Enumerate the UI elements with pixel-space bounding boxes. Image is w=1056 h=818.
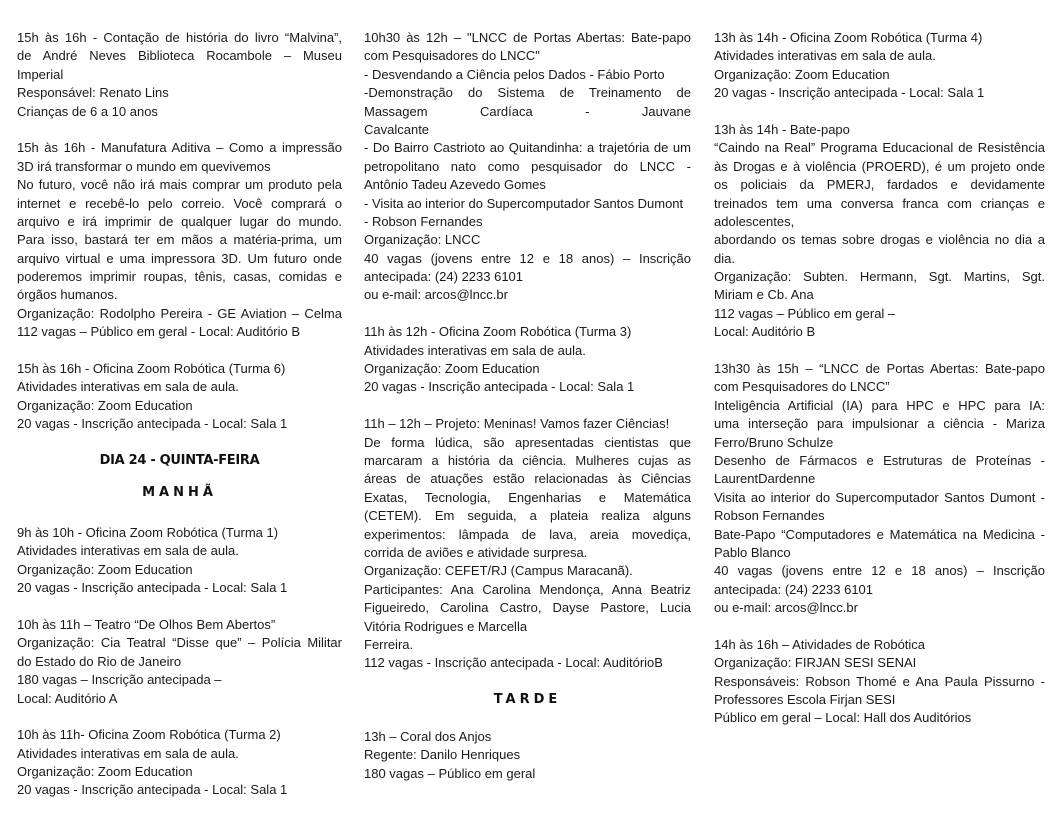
event-line: dia. <box>714 250 735 266</box>
column-1 <box>17 29 342 818</box>
event-line: - Visita ao interior do Supercomputador Santos Dumont <box>364 195 684 211</box>
event-line: 15h às 16h - Contação de história do livro “Malvina”, <box>17 30 342 45</box>
event-line: Organização: LNCC <box>364 232 481 248</box>
event-line: corrida de aviões e atividade surpresa. <box>364 544 588 560</box>
event-line: áreas de atuações estão relacionadas às Ciências <box>364 471 691 487</box>
event-entry <box>714 121 1045 342</box>
event-line: 40 vagas (jovens entre 12 e 18 anos) – Inscrição <box>714 563 1045 579</box>
event-line: abordando os temas sobre drogas e violência no dia a <box>714 232 1045 248</box>
event-line: 112 vagas – Público em geral - Local: Auditório B <box>17 324 301 340</box>
event-line: Bate-Papo “Computadores e Matemática na Medicina - <box>714 526 1045 542</box>
event-entry <box>714 636 1045 728</box>
event-entry <box>17 616 342 708</box>
event-entry <box>17 360 342 434</box>
event-line: Atividades interativas em sala de aula. <box>17 745 239 761</box>
event-entry <box>17 139 342 341</box>
event-line: às Drogas e à violência (PROERD), é um projeto onde <box>714 158 1045 174</box>
event-line: Responsável: Renato Lins <box>17 85 169 101</box>
event-entry <box>364 323 691 397</box>
event-line: 10h às 11h – Teatro “De Olhos Bem Abertos” <box>17 616 276 632</box>
event-line: No futuro, você não irá mais comprar um produto pela <box>17 177 342 193</box>
event-line: órgãos humanos. <box>17 287 118 303</box>
event-line: marcaram a história da ciência. Mulheres cujas as <box>364 452 691 468</box>
event-line: 11h às 12h - Oficina Zoom Robótica (Turma 3) <box>364 324 632 340</box>
event-line: Local: Auditório A <box>17 690 118 706</box>
event-line: Crianças de 6 a 10 anos <box>17 103 158 119</box>
event-line: ou e-mail: arcos@lncc.br <box>364 287 508 303</box>
event-line: 10h30 às 12h – "LNCC de Portas Abertas: Bate-papo <box>364 30 691 45</box>
event-line: Miriam e Cb. Ana <box>714 287 814 303</box>
event-line: Local: Auditório B <box>714 324 816 340</box>
event-line: 15h às 16h - Manufatura Aditiva – Como a impressão <box>17 140 342 156</box>
event-line: 40 vagas (jovens entre 12 e 18 anos) – Inscrição <box>364 250 691 266</box>
event-line: 9h às 10h - Oficina Zoom Robótica (Turma 1) <box>17 524 279 540</box>
event-line: de André Neves Biblioteca Rocambole – Museu <box>17 48 342 64</box>
event-line: Organização: CEFET/RJ (Campus Maracanã). <box>364 563 633 579</box>
event-line: Atividades interativas em sala de aula. <box>17 379 239 395</box>
event-line: Figueiredo, Carolina Castro, Dayse Pastore, Lucia <box>364 600 691 616</box>
event-line: 13h – Coral dos Anjos <box>364 729 492 745</box>
event-line: Organização: Rodolpho Pereira - GE Aviation – Celma <box>17 305 342 321</box>
event-line: 3D irá transformar o mundo em quevivemos <box>17 158 271 174</box>
event-line: antecipada: (24) 2233 6101 <box>364 269 524 285</box>
event-line: arquivo e irá imprimir de qualquer lugar do mundo. <box>17 213 342 229</box>
event-line: 15h às 16h - Oficina Zoom Robótica (Turma 6) <box>17 361 286 377</box>
event-entry <box>17 524 342 598</box>
event-entry <box>714 29 1045 103</box>
event-line: internet e recebê-lo pelo correio. Você comprará o <box>17 195 342 211</box>
event-line: Atividades interativas em sala de aula. <box>17 543 239 559</box>
event-line: Pablo Blanco <box>714 544 791 560</box>
column-2 <box>364 29 691 802</box>
event-line: ou e-mail: arcos@lncc.br <box>714 600 858 616</box>
event-line: Inteligência Artificial (IA) para HPC e HPC para IA: <box>714 397 1045 413</box>
event-line: Exatas, Tecnologia, Engenharias e Matemática <box>364 489 691 505</box>
event-line: 20 vagas - Inscrição antecipada - Local: Sala 1 <box>17 782 288 798</box>
event-line: Organização: Subten. Hermann, Sgt. Martins, Sgt. <box>714 269 1045 285</box>
event-line: Organização: Zoom Education <box>364 361 540 377</box>
event-line: 180 vagas – Público em geral <box>364 765 536 781</box>
event-line: Vitória Rodrigues e Marcella <box>364 618 528 634</box>
event-line: Ferro/Bruno Schulze <box>714 434 834 450</box>
event-line: 20 vagas - Inscrição antecipada - Local: Sala 1 <box>714 85 985 101</box>
event-entry <box>714 360 1045 617</box>
event-line: 20 vagas - Inscrição antecipada - Local: Sala 1 <box>17 580 288 596</box>
event-line: Antônio Tadeu Azevedo Gomes <box>364 177 546 193</box>
event-line: uma interseção para impulsionar a ciência - Mariza <box>714 416 1045 432</box>
event-line: Organização: Zoom Education <box>17 397 193 413</box>
event-line: Organização: Zoom Education <box>714 66 890 82</box>
day-heading: DIA 24 - QUINTA-FEIRA <box>99 452 260 468</box>
event-entry <box>364 29 691 305</box>
event-line: “Caindo na Real” Programa Educacional de Resistência <box>714 140 1045 156</box>
event-line: arquivo virtual e uma impressora 3D. Um futuro onde <box>17 250 342 266</box>
event-line: LaurentDardenne <box>714 471 816 487</box>
event-entry <box>17 29 342 121</box>
event-line: Visita ao interior do Supercomputador Santos Dumont - <box>714 489 1045 505</box>
event-line: os policiais da PMERJ, fardados e devidamente <box>714 177 1045 193</box>
period-heading: TARDE <box>493 692 562 708</box>
event-line: adolescentes, <box>714 213 795 229</box>
event-line: Robson Fernandes <box>714 508 825 524</box>
event-entry <box>364 415 691 672</box>
event-line: petropolitano nato como pesquisador do LNCC - <box>364 158 691 174</box>
event-line: Organização: Zoom Education <box>17 764 193 780</box>
period-heading: MANHÃ <box>142 484 217 500</box>
event-line: 20 vagas - Inscrição antecipada - Local: Sala 1 <box>364 379 635 395</box>
event-line: 180 vagas – Inscrição antecipada – <box>17 672 222 688</box>
event-line: Desenho de Fármacos e Estruturas de Proteínas - <box>714 452 1045 468</box>
event-line: 11h – 12h – Projeto: Meninas! Vamos fazer Ciências! <box>364 416 670 432</box>
event-line: 13h às 14h - Oficina Zoom Robótica (Turma 4) <box>714 30 983 45</box>
event-line: Participantes: Ana Carolina Mendonça, Anna Beatriz <box>364 581 691 597</box>
event-line: Público em geral – Local: Hall dos Auditórios <box>714 710 972 726</box>
event-line: Regente: Danilo Henriques <box>364 747 521 763</box>
event-line: Responsáveis: Robson Thomé e Ana Paula Pissurno - <box>714 673 1045 689</box>
event-line: Massagem Cardíaca - Jauvane <box>364 103 691 119</box>
event-line: De forma lúdica, são apresentadas cientistas que <box>364 434 691 450</box>
event-line: experimentos: lâmpada de lava, areia movediça, <box>364 526 691 542</box>
column-3 <box>714 29 1045 746</box>
event-line: Para isso, bastará ter em mãos a matéria-prima, um <box>17 232 342 248</box>
event-line: 20 vagas - Inscrição antecipada - Local: Sala 1 <box>17 416 288 432</box>
event-line: 13h30 às 15h – “LNCC de Portas Abertas: Bate-papo <box>714 361 1045 377</box>
event-line: do Estado do Rio de Janeiro <box>17 653 182 669</box>
event-line: Imperial <box>17 66 64 82</box>
event-line: Cavalcante <box>364 121 430 137</box>
event-line: 112 vagas - Inscrição antecipada - Local: AuditórioB <box>364 655 663 671</box>
event-line: - Desvendando a Ciência pelos Dados - Fábio Porto <box>364 66 665 82</box>
event-line: com Pesquisadores do LNCC” <box>714 379 890 395</box>
event-line: treinados tem uma conversa franca com crianças e <box>714 195 1045 211</box>
event-line: Atividades interativas em sala de aula. <box>364 342 586 358</box>
event-line: 112 vagas – Público em geral – <box>714 305 896 321</box>
event-line: Atividades interativas em sala de aula. <box>714 48 936 64</box>
event-line: 13h às 14h - Bate-papo <box>714 121 850 137</box>
event-line: 10h às 11h- Oficina Zoom Robótica (Turma 2) <box>17 727 281 743</box>
event-line: Organização: FIRJAN SESI SENAI <box>714 655 917 671</box>
event-entry <box>17 726 342 800</box>
event-line: -Demonstração do Sistema de Treinamento de <box>364 85 691 101</box>
event-entry <box>364 728 691 783</box>
event-line: - Robson Fernandes <box>364 213 483 229</box>
event-line: Ferreira. <box>364 636 414 652</box>
event-line: Professores Escola Firjan SESI <box>714 692 896 708</box>
event-line: (CETEM). Em seguida, a plateia realiza alguns <box>364 508 691 524</box>
event-line: Organização: Cia Teatral “Disse que” – Polícia Militar <box>17 635 342 651</box>
event-line: - Do Bairro Castrioto ao Quitandinha: a trajetória de um <box>364 140 691 156</box>
event-line: com Pesquisadores do LNCC" <box>364 48 540 64</box>
event-line: 14h às 16h – Atividades de Robótica <box>714 636 926 652</box>
event-line: poderemos imprimir roupas, tênis, casas, comidas e <box>17 269 342 285</box>
event-line: Organização: Zoom Education <box>17 561 193 577</box>
event-line: antecipada: (24) 2233 6101 <box>714 581 874 597</box>
